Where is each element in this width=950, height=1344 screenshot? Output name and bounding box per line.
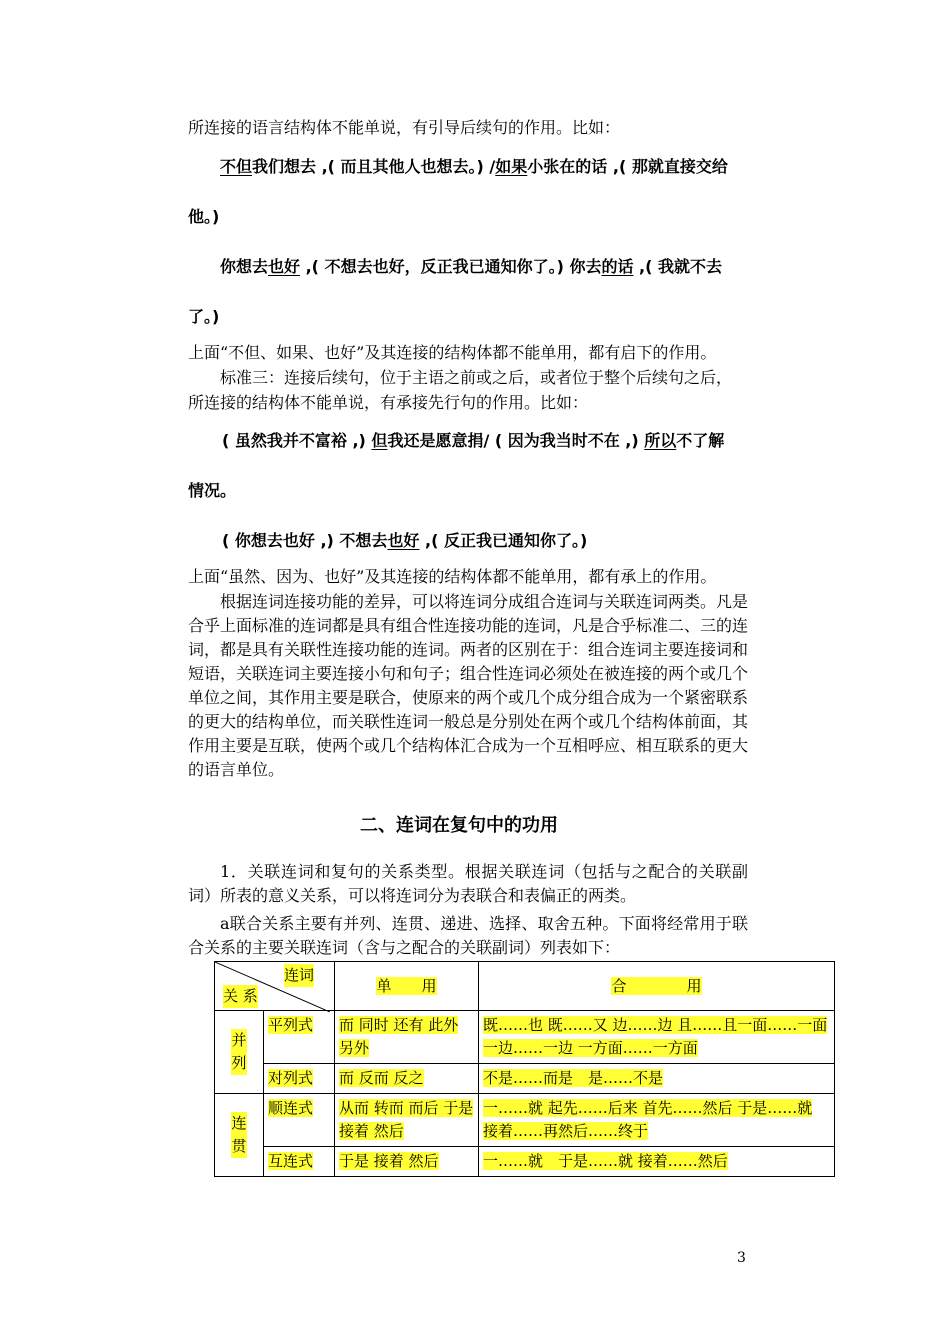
paired-use-text: 一……就 起先……后来 首先……然后 于是……就 接着……再然后……终于 — [483, 1099, 813, 1140]
underlined-conjunction: 的话 — [601, 257, 634, 276]
paired-use-cell — [479, 1147, 835, 1177]
example-text: ,( 我就不去 — [633, 257, 723, 276]
body-paragraph: a联合关系主要有并列、连贯、递进、选择、取舍五种。下面将经常用于联合关系的主要关联连词（含与之配合的关联副词）列表如下： — [188, 914, 748, 957]
text-line: 上面“虽然、因为、也好”及其连接的结构体都不能单用，都有承上的作用。 — [188, 567, 717, 586]
single-use-cell — [335, 1094, 479, 1147]
single-use-text: 而 反而 反之 — [339, 1069, 424, 1087]
single-use-cell — [335, 1147, 479, 1177]
page-number: 3 — [737, 1250, 746, 1266]
subtype-cell — [264, 1011, 335, 1064]
section-heading: 二、连词在复句中的功用 — [360, 815, 558, 836]
paired-use-text: 既……也 既……又 边……边 且……且一面……一面一边……一边 一方面……一方面 — [483, 1016, 828, 1057]
table-row — [215, 1011, 835, 1064]
header-paired-cell — [479, 962, 835, 1011]
underlined-conjunction: 所以 — [644, 431, 677, 450]
group-cell — [215, 1011, 264, 1094]
subtype-cell — [264, 1064, 335, 1094]
diagonal-header-cell — [215, 962, 335, 1011]
paired-use-text: 一……就 于是……就 接着……然后 — [483, 1152, 728, 1170]
body-paragraph: 根据连词连接功能的差异，可以将连词分成组合连词与关联连词两类。凡是合乎上面标准的连词都是具有组合性连接功能的连词，凡是合乎标准二、三的连词，都是具有关联性连接功能的连词。两者的区别在于：组合连词主要连接词和短语，关联连词主要连接小句和句子；组合性连词必须处在被连接的两个或几个单位之间，其作用主要是联合，使原来的两个或几个成分组合成为一个紧密联系的更大的结构单位，而关联性连词一般总是分别处在两个或几个结构体前面，其作用主要是互联，使两个或几个结构体汇合成为一个互相呼应、相互联系的更大的语言单位。 — [188, 592, 749, 779]
header-conjunction-label: 连词 — [284, 964, 314, 987]
paired-use-cell — [479, 1064, 835, 1094]
body-paragraph: 1．关联连词和复句的关系类型。根据关联连词（包括与之配合的关联副词）所表的意义关系，可以将连词分为表联合和表偏正的两类。 — [188, 862, 748, 905]
example-text: ,( 反正我已通知你了。) — [419, 531, 588, 550]
table-row — [215, 1147, 835, 1177]
header-single-label: 单 用 — [376, 976, 437, 995]
example-line: 了。) — [188, 307, 220, 326]
table-header-row — [215, 962, 835, 1011]
single-use-text: 从而 转而 而后 于是 接着 然后 — [339, 1099, 474, 1140]
header-relation-label: 关 系 — [223, 985, 258, 1008]
subtype-label: 平列式 — [268, 1016, 314, 1034]
header-single-cell — [335, 962, 479, 1011]
text-line: 上面“不但、如果、也好”及其连接的结构体都不能单用，都有启下的作用。 — [188, 343, 717, 362]
example-text: 不了解 — [676, 431, 725, 450]
underlined-conjunction: 不但 — [220, 157, 253, 176]
example-text: 小张在的话 ,( 那就直接交给 — [527, 157, 728, 176]
example-text: 我们想去 ,( 而且其他人也想去。) / — [252, 157, 496, 176]
single-use-text: 于是 接着 然后 — [339, 1152, 439, 1170]
example-line — [220, 156, 728, 178]
subtype-cell — [264, 1147, 335, 1177]
example-line — [220, 256, 722, 278]
paired-use-cell — [479, 1011, 835, 1064]
table-row — [215, 1064, 835, 1094]
group-label: 连 贯 — [231, 1112, 247, 1158]
underlined-conjunction: 但 — [371, 431, 388, 450]
example-line — [222, 430, 724, 452]
example-text: ( 虽然我并不富裕 ,) — [222, 431, 372, 450]
example-line — [222, 530, 587, 552]
underlined-conjunction: 也好 — [268, 257, 301, 276]
group-label: 并 列 — [231, 1029, 247, 1075]
single-use-cell — [335, 1064, 479, 1094]
single-use-text: 而 同时 还有 此外 另外 — [339, 1016, 459, 1057]
subtype-label: 互连式 — [268, 1152, 314, 1170]
paired-use-text: 不是……而是 是……不是 — [483, 1069, 664, 1087]
example-text: 我还是愿意捐/ ( 因为我当时不在 ,) — [387, 431, 645, 450]
header-paired-label: 合 用 — [611, 976, 702, 995]
example-line: 他。) — [188, 207, 220, 226]
text-line: 标准三：连接后续句，位于主语之前或之后，或者位于整个后续句之后， — [220, 368, 733, 387]
table-row — [215, 1094, 835, 1147]
conjunction-table — [214, 961, 835, 1177]
example-text: ( 你想去也好 ,) 不想去 — [222, 531, 388, 550]
text-line: 所连接的结构体不能单说，有承接先行句的作用。比如： — [188, 393, 589, 412]
single-use-cell — [335, 1011, 479, 1064]
underlined-conjunction: 也好 — [387, 531, 420, 550]
example-text: 你想去 — [220, 257, 269, 276]
subtype-cell — [264, 1094, 335, 1147]
paired-use-cell — [479, 1094, 835, 1147]
example-text: ,( 不想去也好，反正我已通知你了。) 你去 — [300, 257, 602, 276]
text-line: 所连接的语言结构体不能单说，有引导后续句的作用。比如： — [188, 118, 621, 137]
subtype-label: 对列式 — [268, 1069, 314, 1087]
group-cell — [215, 1094, 264, 1177]
underlined-conjunction: 如果 — [495, 157, 528, 176]
example-line: 情况。 — [188, 481, 237, 500]
subtype-label: 顺连式 — [268, 1099, 314, 1117]
